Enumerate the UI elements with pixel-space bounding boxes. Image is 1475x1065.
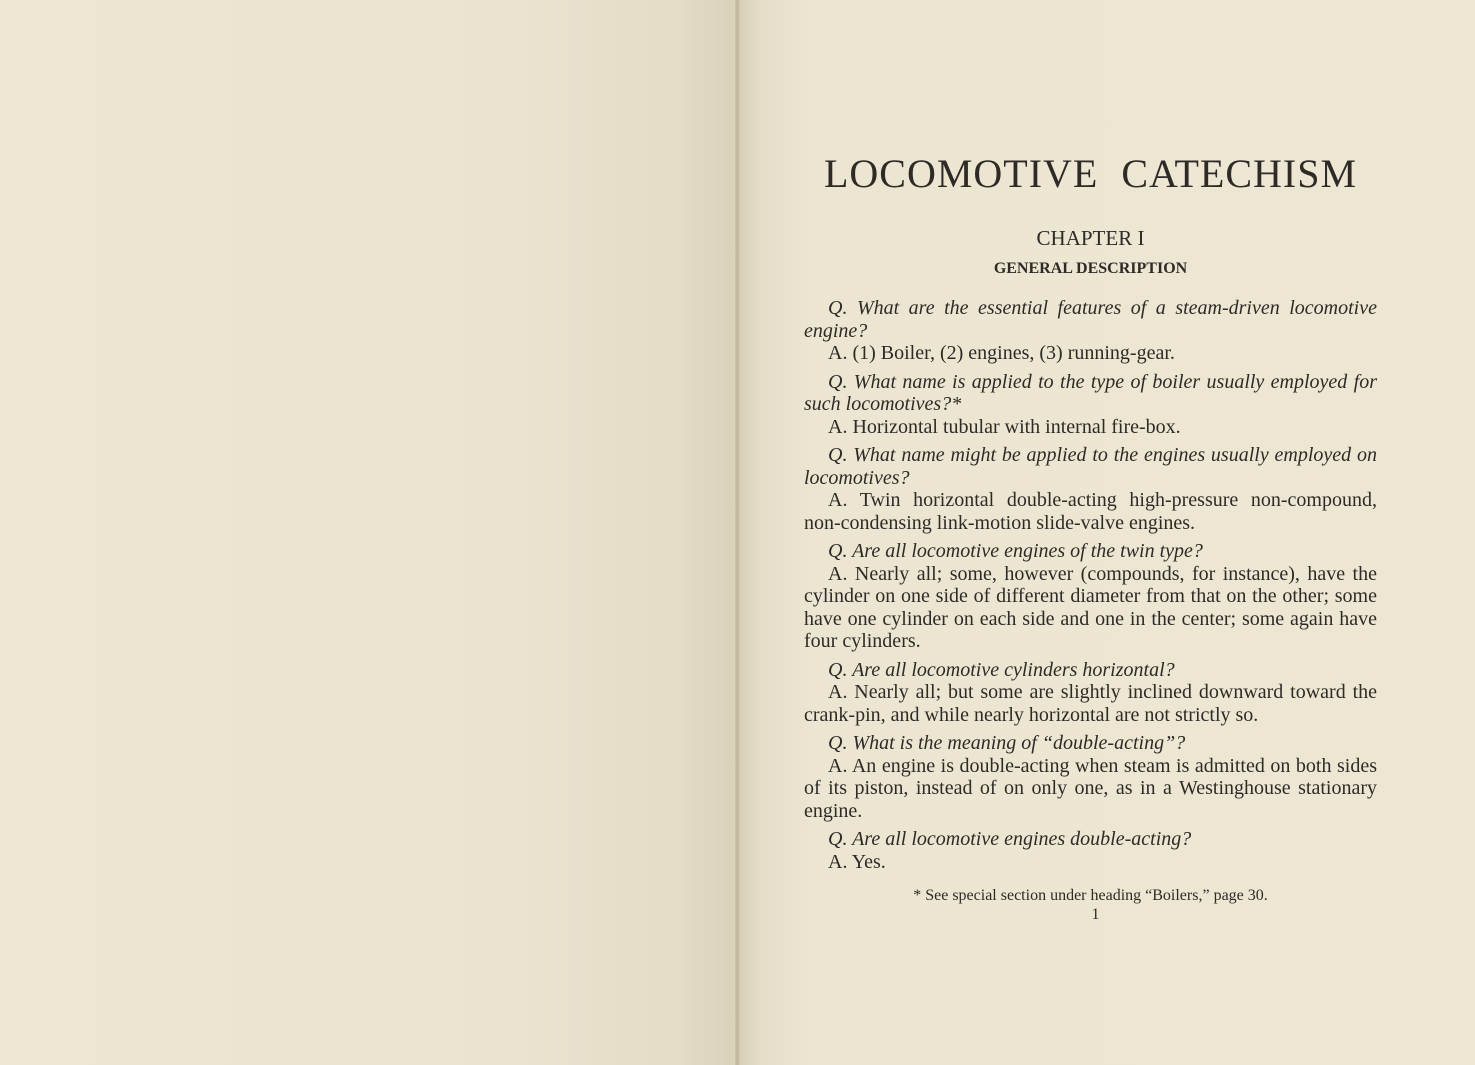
question-text: Q. Are all locomotive engines double-acting?	[828, 828, 1192, 850]
question-text: Q. What name might be applied to the engines usually employed on locomotives?	[804, 444, 1377, 489]
question-text: Q. What are the essential features of a steam-driven locomotive engine?	[804, 297, 1377, 342]
answer-text: A. (1) Boiler, (2) engines, (3) running-gear.	[828, 342, 1175, 364]
answer-text: A. An engine is double-acting when steam is admitted on both sides of its piston, instead of on only one, as in a Westinghouse stationary engine.	[804, 754, 1377, 822]
answer-text: A. Yes.	[828, 850, 886, 873]
right-page-text	[804, 150, 1377, 925]
answer-text: A. Nearly all; but some are slightly inclined downward toward the crank-pin, and while nearly horizontal are not strictly so.	[804, 681, 1377, 726]
question-text: Q. Are all locomotive engines of the twin type?	[828, 540, 1203, 562]
question-text: Q. Are all locomotive cylinders horizontal?	[828, 658, 1175, 681]
book-title: LOCOMOTIVE CATECHISM	[823, 151, 1358, 196]
page-number: 1	[1091, 906, 1100, 923]
chapter-subtitle: GENERAL DESCRIPTION	[993, 260, 1188, 277]
answer-text: A. Twin horizontal double-acting high-pressure non-compound, non-condensing link-motion slide-valve engines.	[804, 489, 1377, 534]
question-text: Q. What name is applied to the type of boiler usually employed for such locomotives?*	[804, 370, 1377, 415]
qa-list	[804, 297, 1377, 873]
answer-text: A. Nearly all; some, however (compounds, for instance), have the cylinder on one side of different diameter from that on the other; some have one cylinder on each side and one in the center; some again have four cylinders.	[804, 562, 1377, 652]
footnote: * See special section under heading “Boilers,” page 30.	[913, 887, 1268, 904]
book-gutter	[735, 0, 740, 1065]
question-text: Q. What is the meaning of “double-acting”?	[828, 732, 1186, 754]
chapter-heading: CHAPTER I	[1036, 226, 1145, 250]
answer-text: A. Horizontal tubular with internal fire-box.	[828, 415, 1181, 438]
